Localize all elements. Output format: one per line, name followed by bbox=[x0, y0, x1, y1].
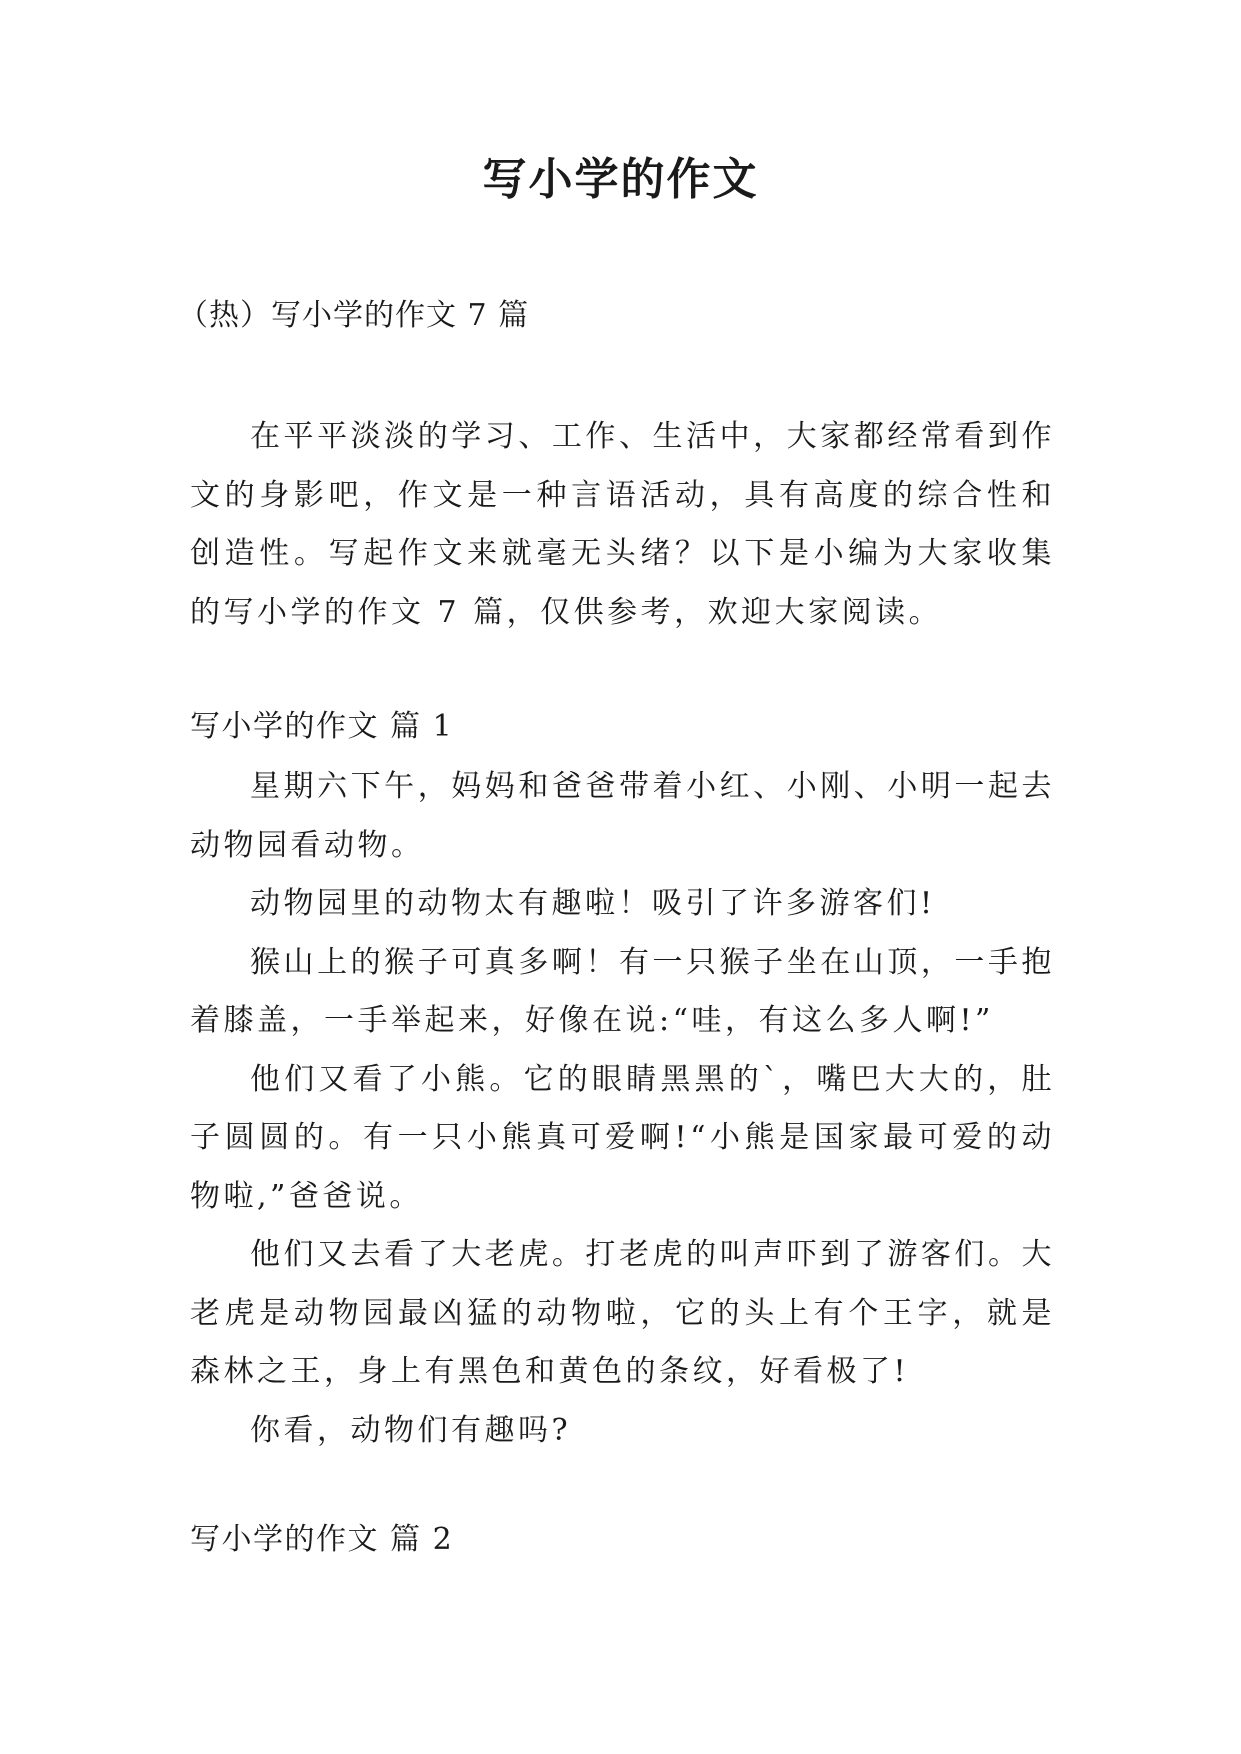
paragraph: 他们又去看了大老虎。打老虎的叫声吓到了游客们。大老虎是动物园最凶猛的动物啦，它的头上有个王字，就是森林之王，身上有黑色和黄色的条纹，好看极了! bbox=[190, 1237, 1055, 1389]
intro-block bbox=[190, 408, 1055, 642]
paragraph: 你看，动物们有趣吗? bbox=[250, 1412, 572, 1448]
section-1-body bbox=[190, 758, 1055, 1460]
paragraph: 动物园里的动物太有趣啦！吸引了许多游客们! bbox=[250, 886, 936, 921]
section-2-heading: 写小学的作文 篇 2 bbox=[190, 1522, 454, 1557]
paragraph: 他们又看了小熊。它的眼睛黑黑的`，嘴巴大大的，肚子圆圆的。有一只小熊真可爱啊!“小熊是国家最可爱的动物啦,”爸爸说。 bbox=[190, 1061, 1055, 1214]
paragraph: 猴山上的猴子可真多啊！有一只猴子坐在山顶，一手抱着膝盖，一手举起来，好像在说:“哇，有这么多人啊!” bbox=[190, 944, 1055, 1038]
paragraph: 星期六下午，妈妈和爸爸带着小红、小刚、小明一起去动物园看动物。 bbox=[190, 769, 1055, 863]
document-title: 写小学的作文 bbox=[482, 154, 759, 205]
document-subtitle: （热）写小学的作文 7 篇 bbox=[178, 298, 530, 333]
section-1-heading: 写小学的作文 篇 1 bbox=[190, 709, 454, 744]
intro-paragraph: 在平平淡淡的学习、工作、生活中，大家都经常看到作文的身影吧，作文是一种言语活动，具有高度的综合性和创造性。写起作文来就毫无头绪？以下是小编为大家收集的写小学的作文 7 篇，仅供参考，欢迎大家阅读。 bbox=[190, 419, 1055, 630]
